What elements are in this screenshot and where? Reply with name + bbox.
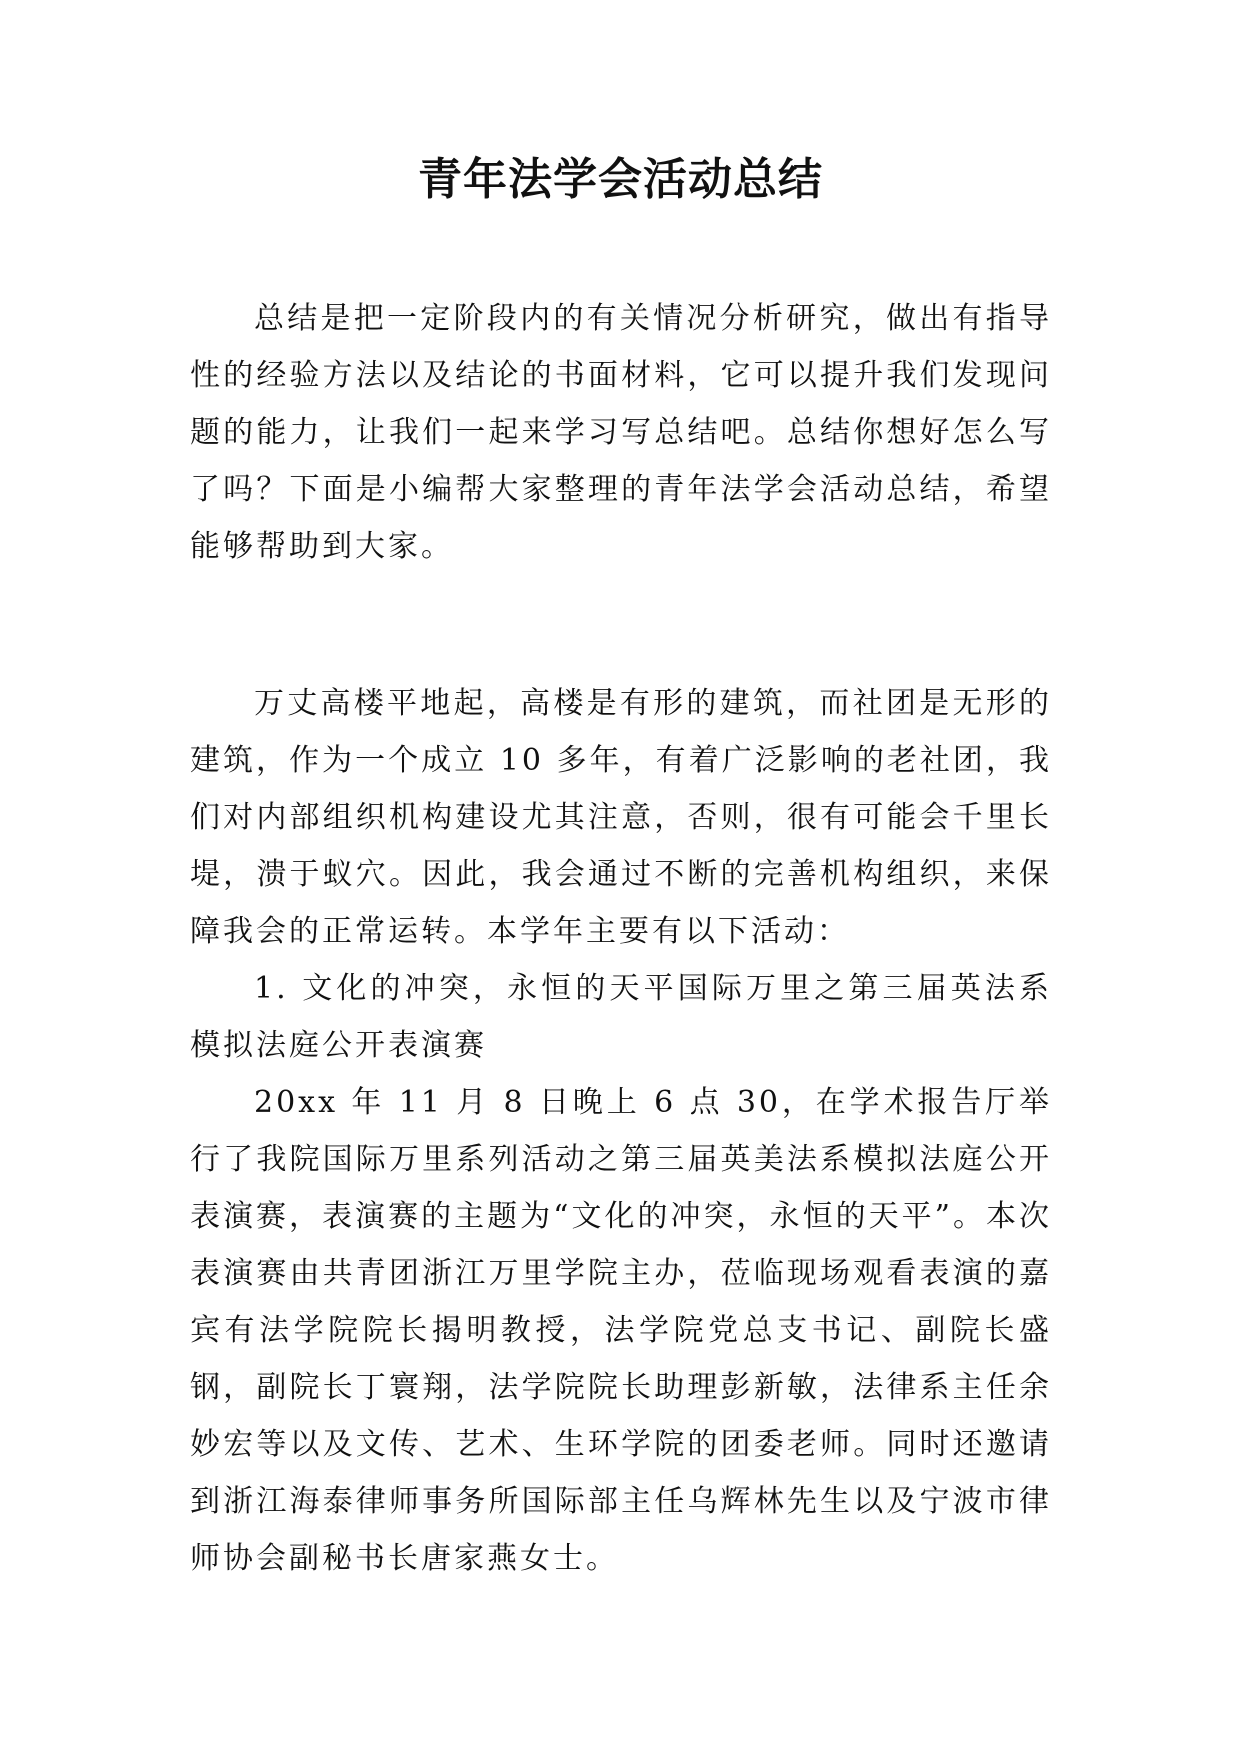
document-body <box>190 290 1052 1587</box>
para-body-1: 万丈高楼平地起，高楼是有形的建筑，而社团是无形的建筑，作为一个成立 10 多年，有着广泛影响的老社团，我们对内部组织机构建设尤其注意，否则，很有可能会千里长堤，溃于蚁穴。因此，我会通过不断的完善机构组织，来保障我会的正常运转。本学年主要有以下活动： <box>190 686 1052 949</box>
document-title: 青年法学会活动总结 <box>418 154 823 205</box>
para-event-detail: 20xx 年 11 月 8 日晚上 6 点 30，在学术报告厅举行了我院国际万里系列活动之第三届英美法系模拟法庭公开表演赛，表演赛的主题为“文化的冲突，永恒的天平”。本次表演赛由共青团浙江万里学院主办，莅临现场观看表演的嘉宾有法学院院长揭明教授，法学院党总支书记、副院长盛钢，副院长丁寰翔，法学院院长助理彭新敏，法律系主任余妙宏等以及文传、艺术、生环学院的团委老师。同时还邀请到浙江海泰律师事务所国际部主任乌辉林先生以及宁波市律师协会副秘书长唐家燕女士。 <box>190 1085 1052 1576</box>
paragraph-gap <box>190 575 1052 675</box>
list-item-1: 1. 文化的冲突，永恒的天平国际万里之第三届英法系模拟法庭公开表演赛 <box>190 971 1052 1063</box>
para-intro: 总结是把一定阶段内的有关情况分析研究，做出有指导性的经验方法以及结论的书面材料，它可以提升我们发现问题的能力，让我们一起来学习写总结吧。总结你想好怎么写了吗？下面是小编帮大家整理的青年法学会活动总结，希望能够帮助到大家。 <box>190 301 1052 564</box>
